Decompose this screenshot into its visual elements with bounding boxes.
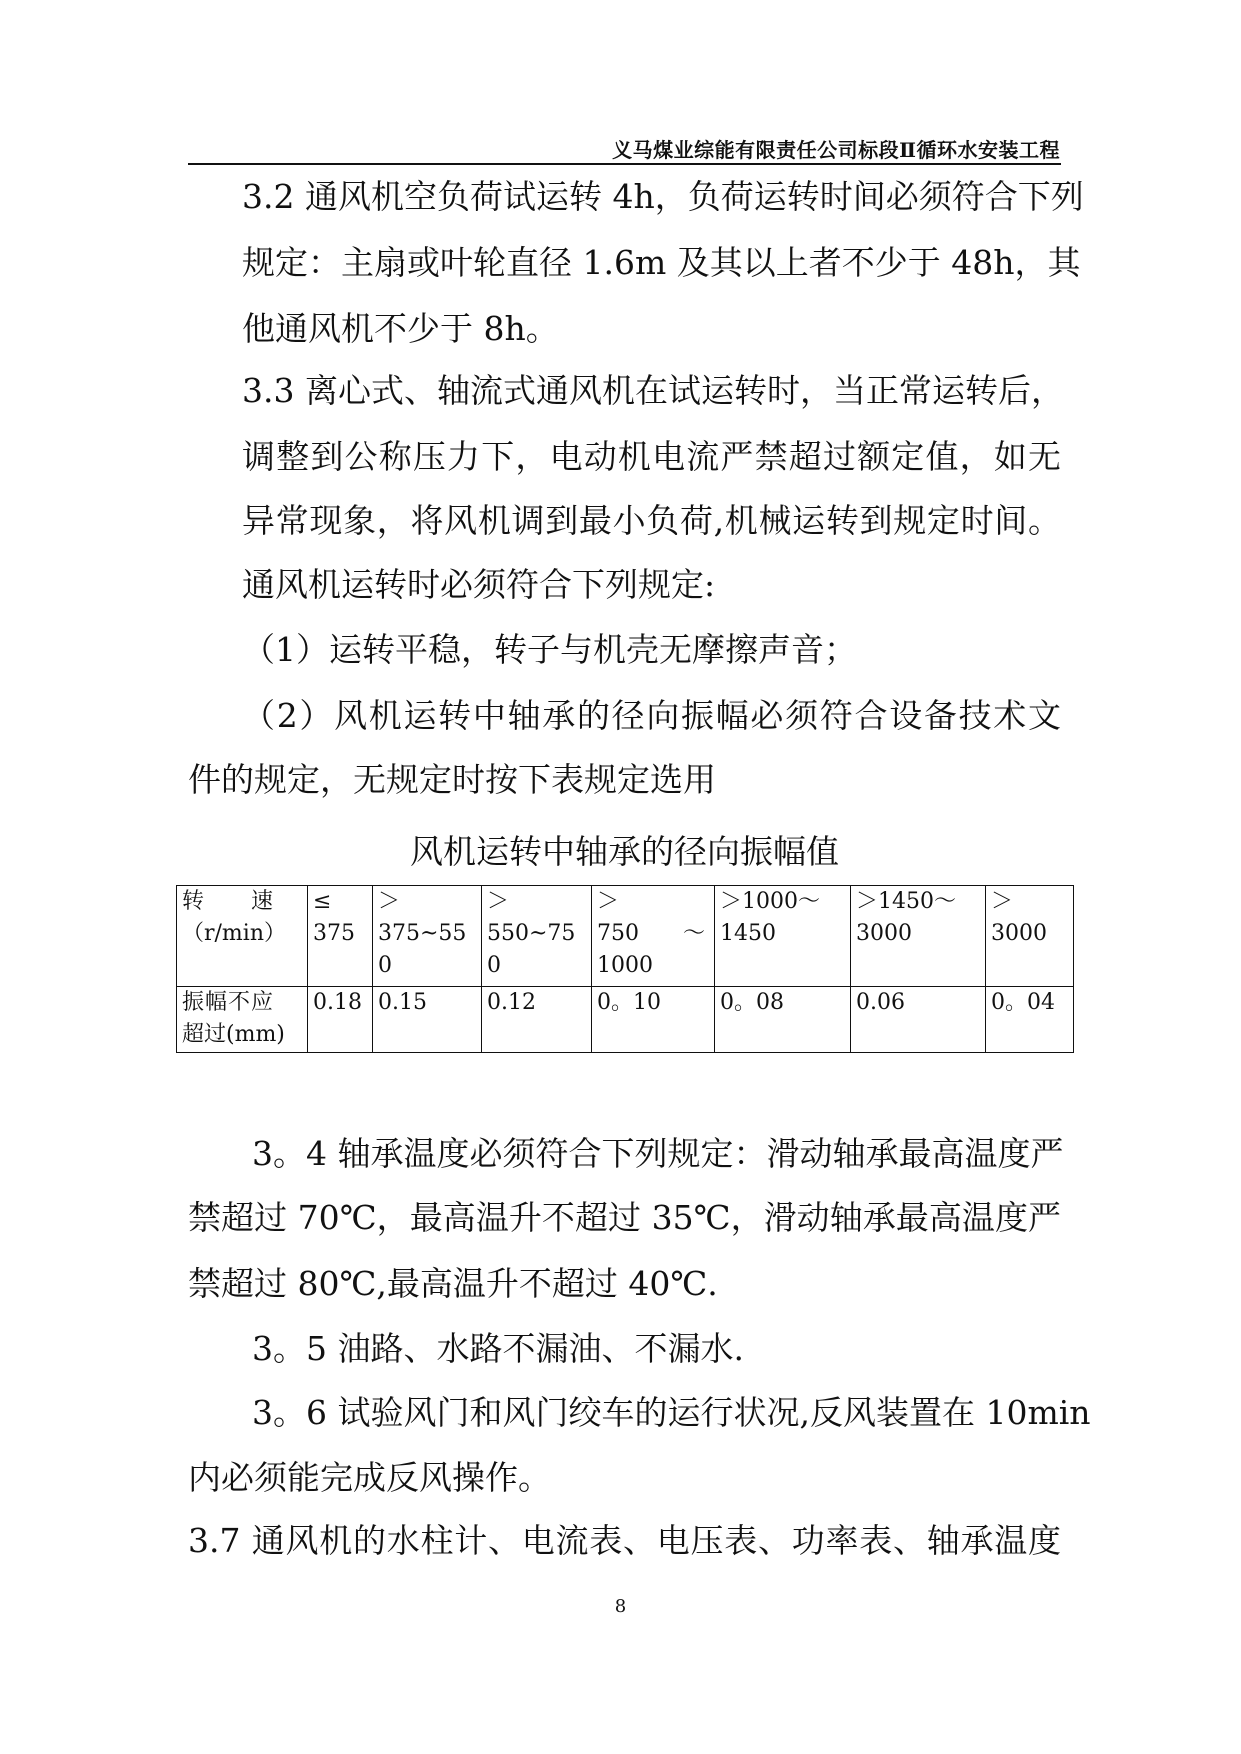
speed-cell-3-value: 550~750: [487, 921, 576, 978]
paragraph-3-3-line-1: 3.3 离心式、轴流式通风机在试运转时，当正常运转后，: [242, 371, 1064, 410]
amplitude-header-cell: [177, 987, 308, 1053]
speed-cell-2-symbol: ＞: [378, 889, 401, 914]
speed-cell-7: [986, 886, 1074, 987]
speed-cell-4: [592, 886, 715, 987]
paragraph-3-5: 3。5 油路、水路不漏油、不漏水.: [252, 1329, 744, 1368]
amplitude-cell-7: 0。04: [986, 987, 1074, 1053]
speed-cell-5-value: 1450: [720, 921, 776, 946]
paragraph-3-2-line-2: 规定：主扇或叶轮直径 1.6m 及其以上者不少于 48h，其: [242, 243, 1081, 282]
speed-cell-6-range: ＞1450～: [856, 889, 956, 914]
table-row-speed: [177, 886, 1074, 987]
speed-cell-2-value: 375~550: [378, 921, 467, 978]
paragraph-rules-intro: 通风机运转时必须符合下列规定:: [242, 565, 716, 604]
speed-cell-7-value: 3000: [991, 921, 1047, 946]
speed-cell-5: [715, 886, 851, 987]
speed-cell-5-range: ＞1000～: [720, 889, 820, 914]
speed-cell-1: [308, 886, 373, 987]
table-title: 风机运转中轴承的径向振幅值: [410, 832, 839, 871]
speed-cell-4-value: 750 ～: [597, 921, 705, 946]
amplitude-cell-5: 0。08: [715, 987, 851, 1053]
amplitude-cell-1: 0.18: [308, 987, 373, 1053]
speed-header-label: 转 速: [182, 889, 275, 914]
amplitude-header-unit: 超过(mm): [182, 1022, 285, 1048]
paragraph-rule-1: （1）运转平稳，转子与机壳无摩擦声音；: [242, 630, 857, 669]
paragraph-3-6-line-1: 3。6 试验风门和风门绞车的运行状况,反风装置在 10min: [252, 1393, 1091, 1432]
paragraph-3-2-line-1: 3.2 通风机空负荷试运转 4h，负荷运转时间必须符合下列: [242, 177, 1084, 216]
paragraph-3-4-line-2: 禁超过 70℃，最高温升不超过 35℃，滑动轴承最高温度严: [188, 1198, 1061, 1237]
amplitude-cell-4: 0。10: [592, 987, 715, 1053]
page-number: 8: [614, 1596, 627, 1617]
amplitude-cell-6: 0.06: [851, 987, 986, 1053]
speed-cell-7-symbol: ＞: [991, 889, 1014, 914]
paragraph-3-6-line-2: 内必须能完成反风操作。: [188, 1458, 551, 1497]
paragraph-3-4-line-3: 禁超过 80℃,最高温升不超过 40℃.: [188, 1264, 718, 1303]
paragraph-rule-2-line-2: 件的规定，无规定时按下表规定选用: [188, 760, 716, 799]
speed-cell-6: [851, 886, 986, 987]
amplitude-header-label: 振幅不应: [182, 990, 275, 1016]
speed-cell-6-value: 3000: [856, 921, 912, 946]
speed-header-cell: [177, 886, 308, 987]
speed-cell-4-symbol: ＞: [597, 889, 620, 914]
amplitude-cell-2: 0.15: [373, 987, 482, 1053]
speed-header-unit: （r/min）: [182, 921, 286, 946]
document-header-title: 义马煤业综能有限责任公司标段Ⅱ循环水安装工程: [612, 138, 1060, 162]
speed-cell-3: [482, 886, 592, 987]
speed-cell-3-symbol: ＞: [487, 889, 510, 914]
paragraph-3-2-line-3: 他通风机不少于 8h。: [242, 309, 559, 348]
paragraph-rule-2-line-1: （2）风机运转中轴承的径向振幅必须符合设备技术文: [242, 696, 1061, 735]
paragraph-3-7-line-1: 3.7 通风机的水柱计、电流表、电压表、功率表、轴承温度: [188, 1521, 1061, 1560]
table-row-amplitude: [177, 987, 1074, 1053]
speed-cell-4-value-end: 1000: [597, 953, 653, 978]
paragraph-3-4-line-1: 3。4 轴承温度必须符合下列规定：滑动轴承最高温度严: [252, 1134, 1064, 1173]
vibration-amplitude-table: [176, 885, 1074, 1053]
paragraph-3-3-line-2: 调整到公称压力下，电动机电流严禁超过额定值，如无: [242, 437, 1061, 476]
amplitude-cell-3: 0.12: [482, 987, 592, 1053]
paragraph-3-3-line-3: 异常现象，将风机调到最小负荷,机械运转到规定时间。: [242, 501, 1061, 540]
speed-cell-1-value: 375: [313, 921, 355, 946]
speed-cell-2: [373, 886, 482, 987]
header-rule: [188, 163, 1061, 165]
speed-cell-1-symbol: ≤: [313, 889, 332, 914]
